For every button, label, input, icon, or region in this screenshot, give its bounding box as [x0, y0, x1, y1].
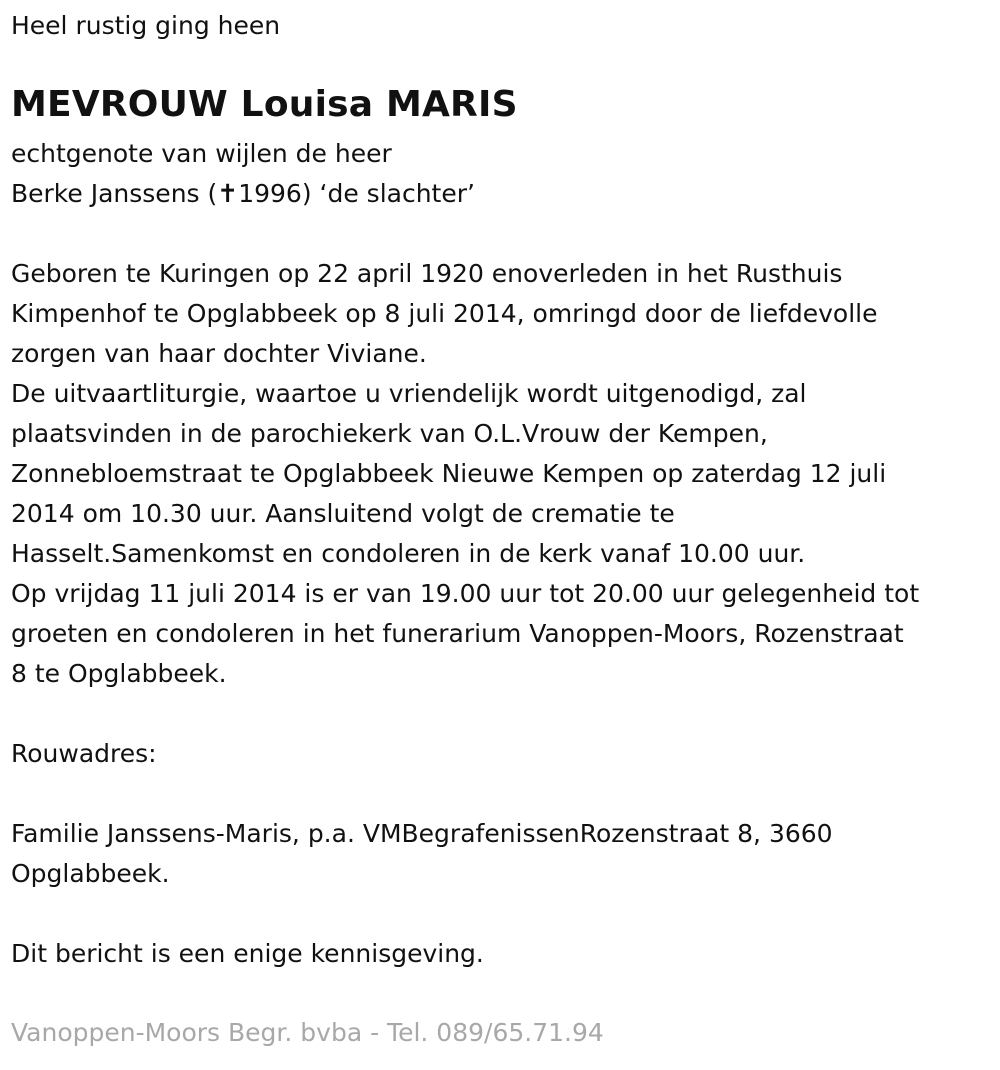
spouse-line-2: Berke Janssens (✝1996) ‘de slachter’	[11, 179, 475, 208]
body-line: De uitvaartliturgie, waartoe u vriendelijk wordt uitgenodigd, zal	[11, 379, 807, 408]
address-line: Opglabbeek.	[11, 859, 170, 888]
body-line: groeten en condoleren in het funerarium Vanoppen-Moors, Rozenstraat	[11, 619, 904, 648]
notice-statement-text: Dit bericht is een enige kennisgeving.	[11, 939, 484, 968]
address	[11, 814, 833, 894]
body-line: plaatsvinden in de parochiekerk van O.L.Vrouw der Kempen,	[11, 419, 768, 448]
body-line: Hasselt.Samenkomst en condoleren in de kerk vanaf 10.00 uur.	[11, 539, 806, 568]
spouse-line-1: echtgenote van wijlen de heer	[11, 139, 392, 168]
deceased-name: MEVROUW Louisa MARIS	[11, 84, 518, 125]
body-line: 2014 om 10.30 uur. Aansluitend volgt de crematie te	[11, 499, 675, 528]
footer-contact: Vanoppen-Moors Begr. bvba - Tel. 089/65.71.94	[11, 1018, 604, 1047]
body-line: zorgen van haar dochter Viviane.	[11, 339, 427, 368]
notice-body	[11, 254, 919, 694]
body-line: Op vrijdag 11 juli 2014 is er van 19.00 uur tot 20.00 uur gelegenheid tot	[11, 579, 920, 608]
address-label	[11, 734, 157, 774]
notice-statement	[11, 934, 484, 974]
address-line: Familie Janssens-Maris, p.a. VMBegrafenissenRozenstraat 8, 3660	[11, 819, 833, 848]
address-label-text: Rouwadres:	[11, 739, 157, 768]
spouse-info	[11, 134, 475, 214]
intro-text: Heel rustig ging heen	[11, 11, 281, 40]
body-line: 8 te Opglabbeek.	[11, 659, 227, 688]
body-line: Kimpenhof te Opglabbeek op 8 juli 2014, omringd door de liefdevolle	[11, 299, 878, 328]
body-line: Geboren te Kuringen op 22 april 1920 enoverleden in het Rusthuis	[11, 259, 843, 288]
body-line: Zonnebloemstraat te Opglabbeek Nieuwe Kempen op zaterdag 12 juli	[11, 459, 887, 488]
